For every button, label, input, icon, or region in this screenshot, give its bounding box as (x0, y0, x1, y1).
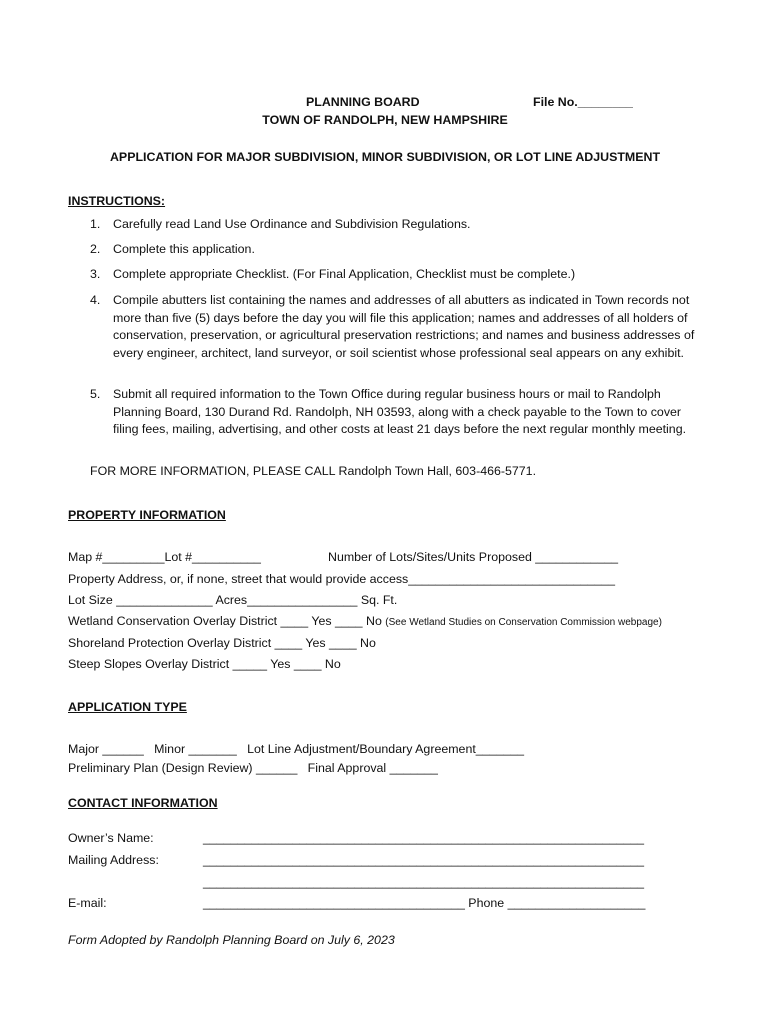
email-phone-field[interactable]: ______________________________________ Phone ____________________ (203, 896, 646, 910)
instruction-item: Complete appropriate Checklist. (For Final Application, Checklist must be complete.) (113, 267, 576, 281)
num-lots-field[interactable]: Number of Lots/Sites/Units Proposed ____________ (328, 550, 618, 564)
wetland-overlay-label: Wetland Conservation Overlay District ____ Yes ____ No (68, 614, 382, 628)
owner-name-label: Owner’s Name: (68, 831, 154, 845)
plan-type-options[interactable]: Preliminary Plan (Design Review) ______ Final Approval _______ (68, 761, 438, 775)
instruction-item: Carefully read Land Use Ordinance and Subdivision Regulations. (113, 217, 471, 231)
steep-slopes-field[interactable]: Steep Slopes Overlay District _____ Yes ____ No (68, 657, 341, 671)
shoreland-overlay-field[interactable]: Shoreland Protection Overlay District ____ Yes ____ No (68, 636, 376, 650)
mailing-address-field-2[interactable]: ________________________________________________________________ (203, 875, 645, 889)
wetland-overlay-field[interactable] (68, 614, 662, 629)
mailing-address-label: Mailing Address: (68, 853, 159, 867)
file-number-field[interactable]: File No.________ (533, 95, 633, 109)
instruction-item: Submit all required information to the Town Office during regular business hours or mail to Randolph Planning Board, 130 Durand Rd. Randolph, NH 03593, along with a check payable to the Town to cover filing fees, mailing, advertising, and other costs at least 21 days before the next regular monthly meeting. (113, 387, 687, 436)
instruction-item: Compile abutters list containing the names and addresses of all abutters as indicated in Town records not more than five (5) days before the day you will file this application; names and addresses of all holders of conservation, preservation, or agricultural preservation restrictions; and names and business addresses of every engineer, architect, land surveyor, or soil scientist whose professional seal appears on any exhibit. (113, 293, 695, 360)
form-title: APPLICATION FOR MAJOR SUBDIVISION, MINOR SUBDIVISION, OR LOT LINE ADJUSTMENT (109, 150, 661, 164)
application-type-heading: APPLICATION TYPE (68, 700, 187, 714)
instructions-heading: INSTRUCTIONS: (68, 194, 166, 208)
wetland-note: (See Wetland Studies on Conservation Commission webpage) (385, 617, 662, 628)
application-type-options[interactable]: Major ______ Minor _______ Lot Line Adjustment/Boundary Agreement_______ (68, 742, 525, 756)
mailing-address-field[interactable]: ________________________________________________________________ (203, 853, 645, 867)
email-label: E-mail: (68, 896, 107, 910)
instruction-number: 1. (90, 217, 101, 231)
lot-size-field[interactable]: Lot Size ______________ Acres________________ Sq. Ft. (68, 593, 398, 607)
instruction-number: 5. (90, 387, 101, 401)
instruction-number: 4. (90, 293, 101, 307)
owner-name-field[interactable]: ________________________________________________________________ (203, 831, 645, 845)
instruction-number: 2. (90, 242, 101, 256)
map-lot-field[interactable]: Map #_________Lot #__________ (68, 550, 261, 564)
property-address-field[interactable]: Property Address, or, if none, street that would provide access______________________________ (68, 572, 615, 586)
instruction-item: Complete this application. (113, 242, 255, 256)
town-title: TOWN OF RANDOLPH, NEW HAMPSHIRE (262, 113, 508, 127)
instruction-number: 3. (90, 267, 101, 281)
board-title: PLANNING BOARD (306, 95, 420, 109)
contact-info-heading: CONTACT INFORMATION (68, 796, 218, 810)
property-info-heading: PROPERTY INFORMATION (68, 508, 226, 522)
adoption-note: Form Adopted by Randolph Planning Board on July 6, 2023 (68, 933, 395, 947)
more-info-text: FOR MORE INFORMATION, PLEASE CALL Randolph Town Hall, 603-466-5771. (90, 464, 537, 478)
